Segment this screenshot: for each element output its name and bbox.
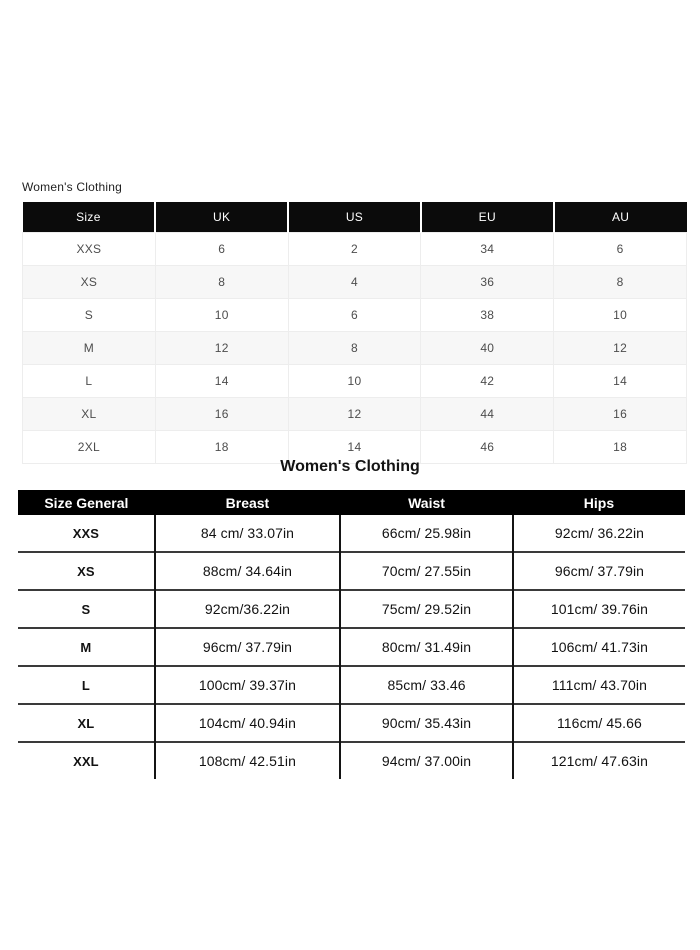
column-header: Hips bbox=[513, 490, 685, 515]
table-row bbox=[23, 332, 687, 365]
value-cell: 14 bbox=[155, 365, 288, 398]
value-cell: 6 bbox=[554, 233, 687, 266]
table-row bbox=[18, 628, 685, 666]
value-cell: 6 bbox=[155, 233, 288, 266]
value-cell: 16 bbox=[155, 398, 288, 431]
value-cell: 8 bbox=[155, 266, 288, 299]
size-label-cell: XL bbox=[18, 704, 155, 742]
value-cell: 38 bbox=[421, 299, 554, 332]
size-label-cell: M bbox=[18, 628, 155, 666]
value-cell: 96cm/ 37.79in bbox=[513, 552, 685, 590]
value-cell: 10 bbox=[288, 365, 421, 398]
international-size-table-title: Women's Clothing bbox=[22, 180, 122, 194]
value-cell: 44 bbox=[421, 398, 554, 431]
value-cell: 96cm/ 37.79in bbox=[155, 628, 340, 666]
value-cell: 88cm/ 34.64in bbox=[155, 552, 340, 590]
size-label-cell: 2XL bbox=[23, 431, 156, 464]
size-label-cell: XXS bbox=[72, 525, 100, 541]
value-cell: 18 bbox=[554, 431, 687, 464]
value-cell: 80cm/ 31.49in bbox=[340, 628, 513, 666]
measurement-table-title: Women's Clothing bbox=[280, 458, 420, 475]
value-cell: 94cm/ 37.00in bbox=[340, 742, 513, 779]
column-header: Breast bbox=[155, 490, 340, 515]
table-row bbox=[18, 590, 685, 628]
size-label-cell: XXS bbox=[23, 233, 156, 266]
value-cell: 8 bbox=[554, 266, 687, 299]
value-cell: 85cm/ 33.46 bbox=[340, 666, 513, 704]
table-row bbox=[18, 666, 685, 704]
size-label-cell: L bbox=[23, 365, 156, 398]
value-cell: 92cm/ 36.22in bbox=[513, 515, 685, 552]
column-header: Size General bbox=[18, 490, 155, 515]
value-cell: 92cm/36.22in bbox=[155, 590, 340, 628]
value-cell: 66cm/ 25.98in bbox=[340, 515, 513, 552]
value-cell: 121cm/ 47.63in bbox=[513, 742, 685, 779]
size-label-cell: S bbox=[23, 299, 156, 332]
value-cell: 10 bbox=[554, 299, 687, 332]
value-cell: 70cm/ 27.55in bbox=[340, 552, 513, 590]
table-header-row bbox=[18, 490, 685, 515]
table-header-row bbox=[23, 202, 687, 233]
value-cell: 116cm/ 45.66 bbox=[513, 704, 685, 742]
value-cell: 8 bbox=[288, 332, 421, 365]
value-cell: 2 bbox=[288, 233, 421, 266]
column-header: EU bbox=[421, 202, 554, 233]
value-cell: 18 bbox=[155, 431, 288, 464]
table-row bbox=[23, 365, 687, 398]
size-label-cell: M bbox=[23, 332, 156, 365]
value-cell: 111cm/ 43.70in bbox=[513, 666, 685, 704]
value-cell: 36 bbox=[421, 266, 554, 299]
international-size-table bbox=[22, 202, 687, 464]
column-header: Size bbox=[23, 202, 156, 233]
value-cell: 16 bbox=[554, 398, 687, 431]
value-cell: 108cm/ 42.51in bbox=[155, 742, 340, 779]
value-cell: 4 bbox=[288, 266, 421, 299]
column-header: AU bbox=[554, 202, 687, 233]
value-cell: 90cm/ 35.43in bbox=[340, 704, 513, 742]
value-cell: 84 cm/ 33.07in bbox=[155, 515, 340, 552]
table-row bbox=[23, 233, 687, 266]
table-row bbox=[23, 398, 687, 431]
size-label-cell: L bbox=[18, 666, 155, 704]
size-label-cell: XS bbox=[23, 266, 156, 299]
size-label-cell: XS bbox=[18, 552, 155, 590]
value-cell: 106cm/ 41.73in bbox=[513, 628, 685, 666]
table-row bbox=[18, 515, 685, 552]
column-header: UK bbox=[155, 202, 288, 233]
value-cell: 46 bbox=[421, 431, 554, 464]
value-cell: 12 bbox=[288, 398, 421, 431]
table-row bbox=[23, 299, 687, 332]
value-cell: 75cm/ 29.52in bbox=[340, 590, 513, 628]
value-cell: 14 bbox=[554, 365, 687, 398]
measurement-size-table bbox=[18, 490, 685, 779]
value-cell: 6 bbox=[288, 299, 421, 332]
table-row bbox=[18, 704, 685, 742]
table-row bbox=[18, 552, 685, 590]
column-header: US bbox=[288, 202, 421, 233]
value-cell: 10 bbox=[155, 299, 288, 332]
value-cell: 40 bbox=[421, 332, 554, 365]
size-label-cell: S bbox=[18, 590, 155, 628]
size-label-cell: XXL bbox=[18, 742, 155, 779]
value-cell: 12 bbox=[554, 332, 687, 365]
value-cell: 101cm/ 39.76in bbox=[513, 590, 685, 628]
value-cell: 34 bbox=[421, 233, 554, 266]
value-cell: 12 bbox=[155, 332, 288, 365]
table-row bbox=[23, 266, 687, 299]
value-cell: 42 bbox=[421, 365, 554, 398]
size-label-cell: XL bbox=[23, 398, 156, 431]
table-row bbox=[18, 742, 685, 779]
value-cell: 14 bbox=[288, 431, 421, 464]
value-cell: 104cm/ 40.94in bbox=[155, 704, 340, 742]
column-header: Waist bbox=[340, 490, 513, 515]
value-cell: 100cm/ 39.37in bbox=[155, 666, 340, 704]
